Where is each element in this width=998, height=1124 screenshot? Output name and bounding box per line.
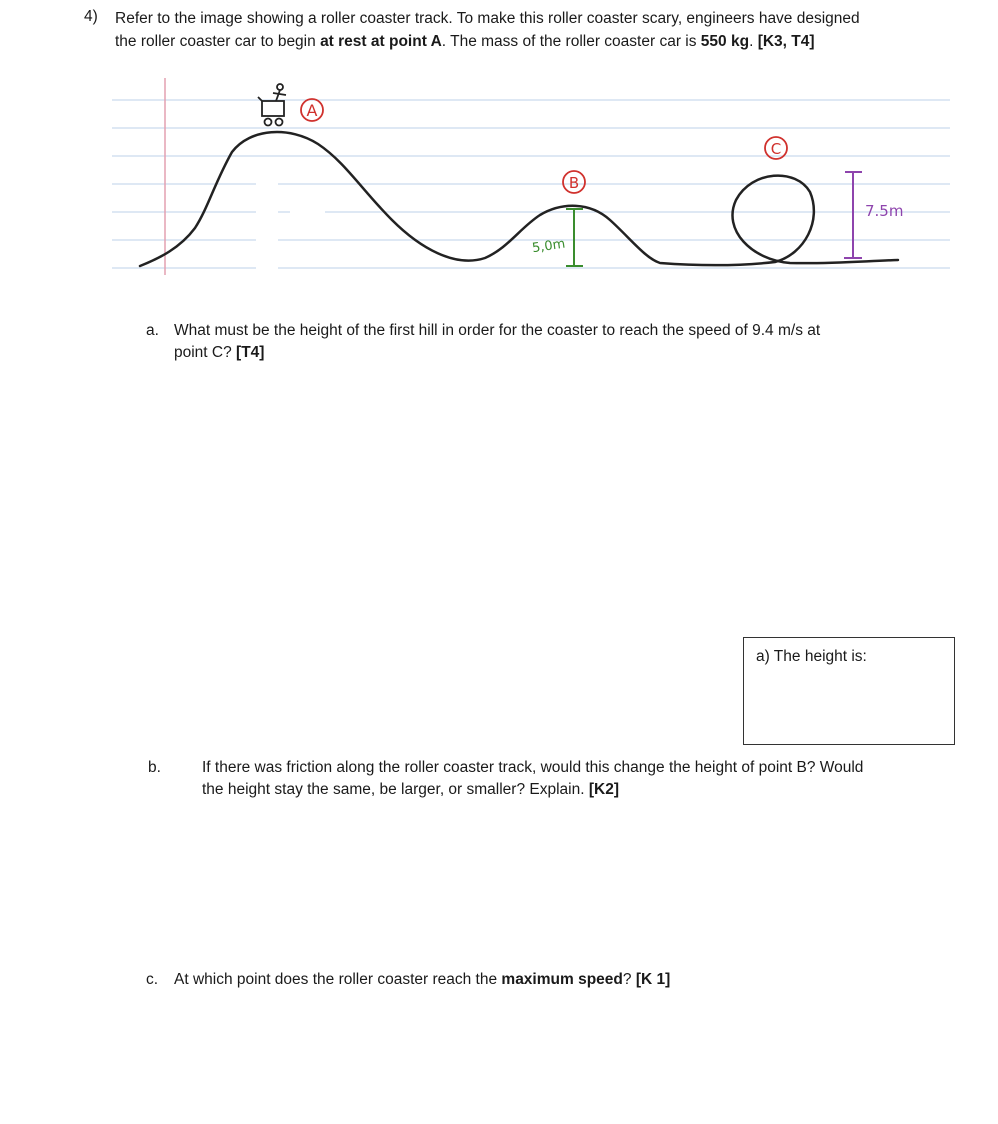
height-c-measure [844,172,862,258]
question-number: 4) [84,8,98,25]
height-c-label: 7.5m [865,202,904,220]
point-c-label: C [770,140,782,158]
height-b-label: 5,0m [531,236,567,257]
part-c-question: At which point does the roller coaster reach the maximum speed? [K 1] [174,971,671,988]
question-intro-text-2: the roller coaster car to begin [115,33,321,50]
part-c-code: [K 1] [635,971,671,988]
roller-coaster-diagram [0,70,998,285]
question-intro-line-2 [115,31,815,52]
mass-value: 550 kg [700,33,750,50]
part-b-question [202,757,863,801]
part-a-code: [T4] [236,344,265,361]
max-speed-phrase: maximum speed [501,971,623,988]
point-c-marker [765,137,787,159]
question-intro-text-4: . [749,33,758,50]
question-intro-text-3: . The mass of the roller coaster car is [441,33,701,50]
point-a-label: A [306,101,318,120]
part-a-letter: a. [146,322,159,339]
answer-box-a[interactable] [743,637,955,745]
point-a-marker [301,99,323,121]
part-a-line-1: What must be the height of the first hill in order for the coaster to reach the speed of 9.4 m/s at [174,322,821,339]
part-b-letter: b. [148,759,161,776]
part-b-line-1: If there was friction along the roller coaster track, would this change the height of point B? Would [202,759,864,776]
part-a-question [174,320,820,364]
coaster-track [140,132,898,266]
point-b-marker [563,171,585,193]
coaster-car-icon [258,84,286,126]
at-rest-phrase: at rest at point A [320,33,442,50]
part-b-line-2: the height stay the same, be larger, or smaller? Explain. [K2] [202,781,619,798]
question-intro-line-1 [115,8,860,29]
question-intro-text-1: Refer to the image showing a roller coaster track. To make this roller coaster scary, engineers have designed [115,10,860,27]
part-a-line-2: point C? [T4] [174,344,265,361]
height-b-measure [566,209,583,266]
part-b-code: [K2] [588,781,619,798]
answer-box-a-label: a) The height is: [756,648,867,665]
question-codes: [K3, T4] [757,33,815,50]
point-b-label: B [568,174,580,192]
part-c-letter: c. [146,971,159,988]
